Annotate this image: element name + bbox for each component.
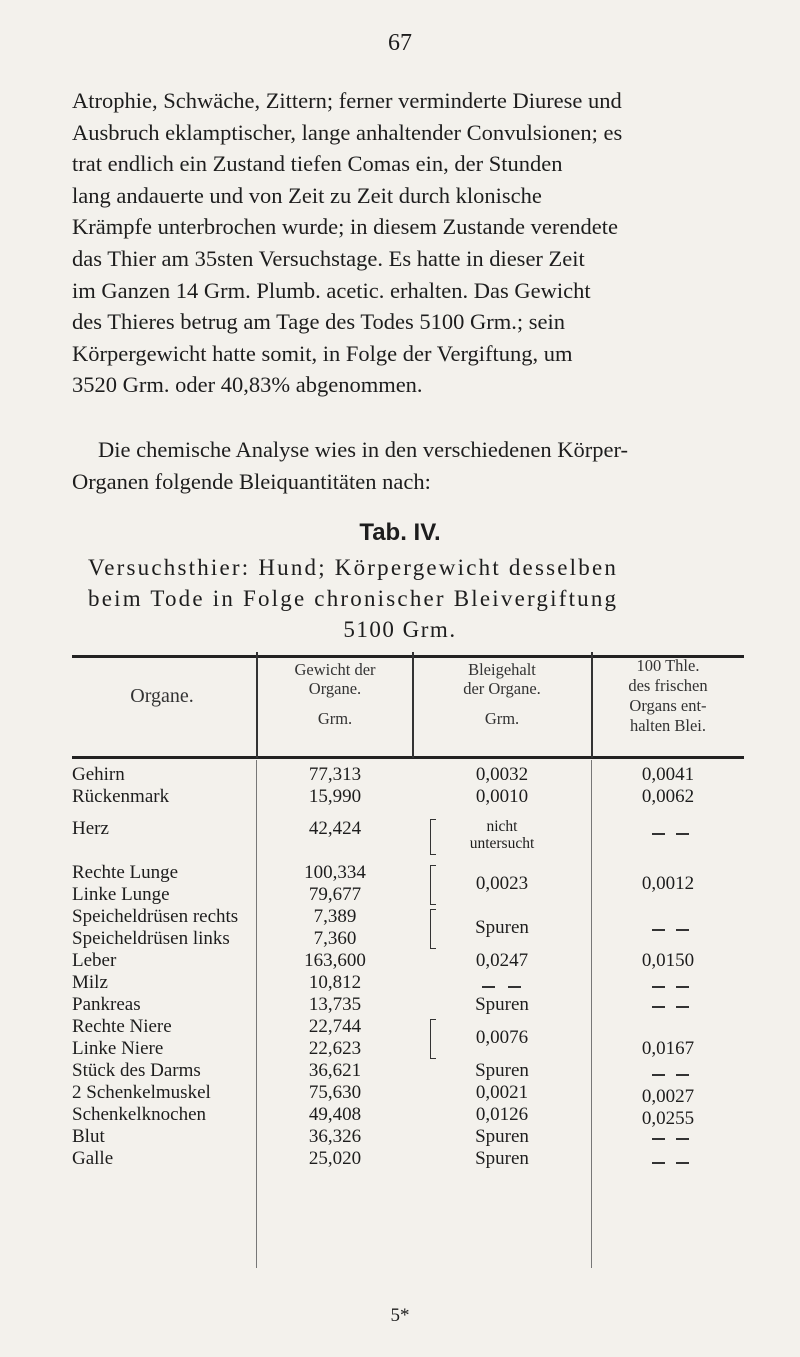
table-caption-line: Versuchsthier: Hund; Körpergewicht desselben <box>88 555 619 580</box>
lead-cell: 0,0247 <box>475 950 529 971</box>
organ-cell: Herz <box>72 818 109 839</box>
lead-cell: Spuren <box>475 1060 529 1081</box>
organ-cell: Linke Niere <box>72 1038 164 1059</box>
weight-cell: 7,360 <box>313 928 357 949</box>
weight-cell: 36,621 <box>308 1060 362 1081</box>
dash-mark <box>652 986 665 988</box>
dash-mark <box>676 1074 689 1076</box>
lead-cell: Spuren <box>475 1126 529 1147</box>
percent-cell: 0,0167 <box>641 1038 695 1059</box>
lead-note: nicht <box>486 818 518 835</box>
weight-cell: 13,735 <box>308 994 362 1015</box>
text-line: lang andauerte und von Zeit zu Zeit durch klonische <box>72 182 542 208</box>
table-caption-line: beim Tode in Folge chronischer Bleivergiftung <box>88 586 619 611</box>
lead-table <box>72 652 744 1272</box>
text-line: Die chemische Analyse wies in den verschiedenen Körper- <box>98 437 628 462</box>
dash-mark <box>652 1162 665 1164</box>
lead-cell: 0,0076 <box>475 1027 529 1048</box>
organ-cell: Rechte Niere <box>72 1016 172 1037</box>
text-line: das Thier am 35sten Versuchstage. Es hatte in dieser Zeit <box>72 245 585 271</box>
header-line: Organs ent- <box>629 696 707 715</box>
weight-cell: 10,812 <box>308 972 362 993</box>
weight-cell: 22,623 <box>308 1038 362 1059</box>
header-weight <box>258 660 412 728</box>
body-paragraph-2 <box>72 434 737 497</box>
dash-mark <box>652 1006 665 1008</box>
organ-cell: Linke Lunge <box>72 884 170 905</box>
text-line: Körpergewicht hatte somit, in Folge der Vergiftung, um <box>72 340 573 366</box>
lead-cell: 0,0126 <box>475 1104 529 1125</box>
header-line: Grm. <box>317 709 353 728</box>
body-paragraph-1 <box>72 85 737 401</box>
percent-cell: 0,0027 <box>641 1086 695 1107</box>
header-lead <box>414 660 590 728</box>
signature-mark: 5* <box>390 1305 410 1326</box>
weight-cell: 15,990 <box>308 786 362 807</box>
header-percent <box>593 656 743 736</box>
header-organ: Organe. <box>130 685 194 707</box>
lead-cell: Spuren <box>475 994 529 1015</box>
grouping-brace <box>430 819 436 855</box>
header-line: Bleigehalt <box>468 660 536 679</box>
lead-note: untersucht <box>469 835 535 852</box>
organ-cell: Stück des Darms <box>72 1060 201 1081</box>
percent-cell: 0,0255 <box>641 1108 695 1129</box>
text-line: trat endlich ein Zustand tiefen Comas ein, der Stunden <box>72 151 563 177</box>
organ-cell: Milz <box>72 972 108 993</box>
dash-mark <box>676 833 689 835</box>
header-line: Gewicht der <box>294 660 376 679</box>
column-divider <box>256 760 257 1268</box>
lead-cell: Spuren <box>475 1148 529 1169</box>
organ-cell: Leber <box>72 950 117 971</box>
text-line: Atrophie, Schwäche, Zittern; ferner verminderte Diurese und <box>72 88 622 113</box>
header-line: Grm. <box>484 709 520 728</box>
percent-cell: 0,0041 <box>641 764 695 785</box>
lead-cell: 0,0010 <box>475 786 529 807</box>
organ-cell: Pankreas <box>72 994 141 1015</box>
dash-mark <box>508 986 521 988</box>
weight-cell: 25,020 <box>308 1148 362 1169</box>
organ-cell: Speicheldrüsen rechts <box>72 906 239 927</box>
weight-cell: 42,424 <box>308 818 362 839</box>
dash-mark <box>652 1138 665 1140</box>
text-line: 3520 Grm. oder 40,83% abgenommen. <box>72 372 423 398</box>
text-line: des Thieres betrug am Tage des Todes 5100 Grm.; sein <box>72 309 566 335</box>
table-title: Tab. IV. <box>359 519 441 546</box>
weight-cell: 75,630 <box>308 1082 362 1103</box>
dash-mark <box>652 833 665 835</box>
percent-cell: 0,0062 <box>641 786 695 807</box>
dash-mark <box>676 1162 689 1164</box>
lead-cell: 0,0023 <box>475 873 529 894</box>
dash-mark <box>676 1138 689 1140</box>
organ-cell: Blut <box>72 1126 105 1147</box>
dash-mark <box>676 929 689 931</box>
text-line: Organen folgende Bleiquantitäten nach: <box>72 468 431 494</box>
text-line: Krämpfe unterbrochen wurde; in diesem Zustande verendete <box>72 214 619 240</box>
header-line: halten Blei. <box>629 716 707 735</box>
organ-cell: Speicheldrüsen links <box>72 928 230 949</box>
page-number: 67 <box>388 30 412 56</box>
weight-cell: 77,313 <box>308 764 362 785</box>
organ-cell: 2 Schenkelmuskel <box>72 1082 211 1103</box>
lead-cell: Spuren <box>475 917 529 938</box>
header-line: 100 Thle. <box>636 656 700 675</box>
weight-cell: 49,408 <box>308 1104 362 1125</box>
weight-cell: 100,334 <box>304 862 366 883</box>
column-divider <box>591 760 592 1268</box>
percent-cell: 0,0012 <box>641 873 695 894</box>
header-line: der Organe. <box>463 679 541 698</box>
weight-cell: 79,677 <box>308 884 362 905</box>
header-line: des frischen <box>628 676 708 695</box>
dash-mark <box>676 986 689 988</box>
organ-cell: Schenkelknochen <box>72 1104 207 1125</box>
weight-cell: 163,600 <box>304 950 366 971</box>
text-line: Ausbruch eklamptischer, lange anhaltender Convulsionen; es <box>72 119 623 145</box>
text-line: im Ganzen 14 Grm. Plumb. acetic. erhalten. Das Gewicht <box>72 277 591 303</box>
weight-cell: 22,744 <box>308 1016 362 1037</box>
weight-cell: 7,389 <box>313 906 357 927</box>
percent-cell: 0,0150 <box>641 950 695 971</box>
table-caption-line: 5100 Grm. <box>343 617 457 642</box>
lead-cell <box>442 818 562 852</box>
lead-cell: 0,0021 <box>475 1082 529 1103</box>
dash-mark <box>482 986 495 988</box>
lead-cell: 0,0032 <box>475 764 529 785</box>
organ-cell: Rückenmark <box>72 786 170 807</box>
header-line: Organe. <box>308 679 362 698</box>
table-header-rule <box>72 756 744 759</box>
organ-cell: Rechte Lunge <box>72 862 179 883</box>
weight-cell: 36,326 <box>308 1126 362 1147</box>
organ-cell: Galle <box>72 1148 114 1169</box>
dash-mark <box>676 1006 689 1008</box>
dash-mark <box>652 1074 665 1076</box>
organ-cell: Gehirn <box>72 764 125 785</box>
dash-mark <box>652 929 665 931</box>
